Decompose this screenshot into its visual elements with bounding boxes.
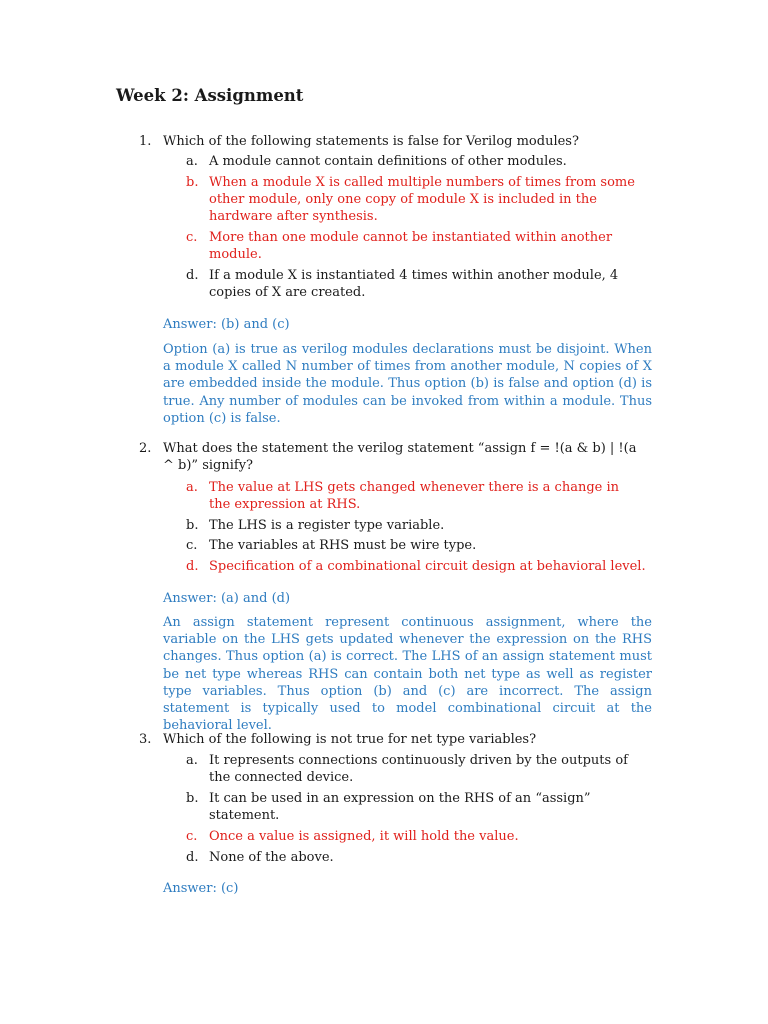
question-2-answer: Answer: (a) and (d) — [163, 591, 291, 606]
question-2-explanation: An assign statement represent continuous assignment, where the variable on the LHS gets updated whenever the expression on the RHS changes. Thus option (a) is correct. The LHS of an assign statement must be net type whereas RHS can contain both net type as well as register type variables. Thus option (b) and (c) are incorrect. The assign statement is typically used to model combinational circuit at the behavioral level. — [163, 615, 652, 734]
option-letter: b. — [186, 175, 199, 190]
option-text: The variables at RHS must be wire type. — [209, 538, 477, 553]
question-text: Which of the following is not true for net type variables? — [163, 732, 537, 747]
question-3-answer: Answer: (c) — [163, 881, 239, 896]
question-text: Which of the following statements is false for Verilog modules? — [163, 134, 579, 149]
question-1-explanation: Option (a) is true as verilog modules declarations must be disjoint. When a module X called N number of times from another module, N copies of X are embedded inside the module. Thus option (b) is false and option (d) is true. Any number of modules can be invoked from within a module. Thus option (c) is false. — [163, 342, 652, 426]
option-text: More than one module cannot be instantiated within another module. — [209, 230, 613, 262]
option-text: It represents connections continuously driven by the outputs of the connected device. — [209, 753, 628, 785]
option-text: Specification of a combinational circuit design at behavioral level. — [209, 559, 646, 574]
question-number: 3. — [139, 732, 152, 747]
option-letter: d. — [186, 559, 199, 574]
option-letter: d. — [186, 268, 199, 283]
page-title: Week 2: Assignment — [116, 86, 304, 105]
option-text: None of the above. — [209, 850, 334, 865]
option-text: When a module X is called multiple numbers of times from some other module, only one copy of module X is included in the hardware after synthesis. — [209, 175, 635, 224]
option-text: It can be used in an expression on the RHS of an “assign” statement. — [209, 791, 591, 823]
question-number: 2. — [139, 441, 152, 456]
option-text: Once a value is assigned, it will hold the value. — [209, 829, 519, 844]
option-text: If a module X is instantiated 4 times within another module, 4 copies of X are created. — [209, 268, 619, 300]
option-letter: c. — [186, 230, 198, 245]
option-letter: b. — [186, 518, 199, 533]
option-letter: c. — [186, 829, 198, 844]
option-letter: a. — [186, 753, 198, 768]
option-text: The LHS is a register type variable. — [209, 518, 445, 533]
question-1-answer: Answer: (b) and (c) — [163, 317, 290, 332]
option-letter: a. — [186, 480, 198, 495]
question-number: 1. — [139, 134, 152, 149]
option-letter: b. — [186, 791, 199, 806]
option-letter: d. — [186, 850, 199, 865]
question-text: What does the statement the verilog statement “assign f = !(a & b) | !(a ^ b)” signify? — [163, 441, 637, 473]
option-text: A module cannot contain definitions of other modules. — [209, 154, 567, 169]
option-letter: c. — [186, 538, 198, 553]
option-letter: a. — [186, 154, 198, 169]
option-text: The value at LHS gets changed whenever there is a change in the expression at RHS. — [209, 480, 619, 512]
